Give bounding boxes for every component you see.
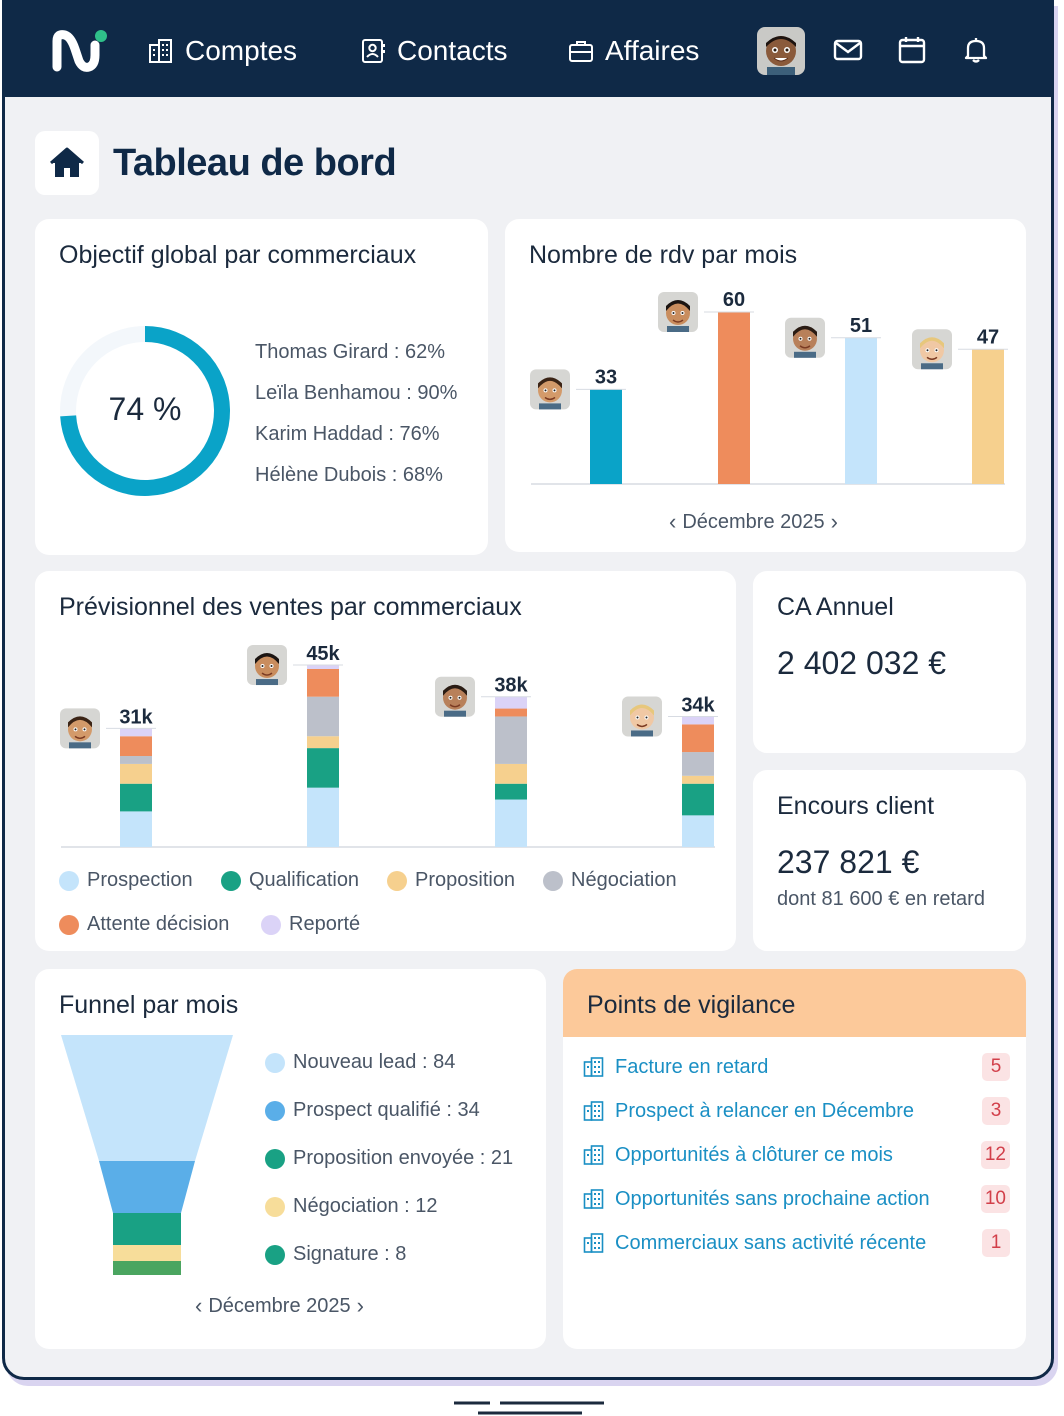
commercial-avatar: [60, 708, 100, 748]
funnel-card: [35, 969, 546, 1349]
nav-affaires-label: Affaires: [605, 35, 700, 66]
rdv-bar: [718, 312, 750, 484]
legend-dot: [265, 1245, 285, 1265]
objectif-percent: 74 %: [108, 391, 182, 427]
legend-label: Proposition: [415, 869, 516, 891]
previsionnel-bar-segment: [120, 728, 152, 736]
previsionnel-bar-segment: [120, 811, 152, 847]
home-button[interactable]: [35, 131, 99, 195]
building-icon: [583, 1144, 605, 1166]
legend-proposition: [387, 869, 515, 892]
page-header: [35, 131, 396, 195]
previsionnel-bar-segment: [307, 748, 339, 788]
legend-label: Proposition envoyée : 21: [293, 1147, 514, 1169]
building-icon: [583, 1188, 605, 1210]
encours-title: Encours client: [777, 792, 935, 820]
objectif-line-2: Leïla Benhamou : 90%: [255, 382, 458, 404]
previsionnel-total-label: 34k: [681, 694, 715, 717]
funnel-next-month-button[interactable]: ›: [356, 1293, 364, 1318]
legend-label: Prospection: [87, 869, 193, 891]
building-icon: [583, 1232, 605, 1254]
previsionnel-title: Prévisionnel des ventes par commerciaux: [59, 593, 522, 621]
previsionnel-bar-segment: [120, 784, 152, 812]
legend-label: Nouveau lead : 84: [293, 1051, 456, 1073]
previsionnel-bar-segment: [495, 784, 527, 800]
vigilance-card: [563, 969, 1026, 1349]
vigilance-count-badge: 5: [982, 1053, 1010, 1081]
vigilance-item-label: Opportunités sans prochaine action: [615, 1187, 930, 1210]
funnel-prev-month-button[interactable]: ‹: [195, 1293, 203, 1318]
rdv-bar: [972, 349, 1004, 484]
legend-qualification: [221, 869, 359, 892]
home-icon: [48, 144, 86, 182]
funnel-legend-negociation: [265, 1195, 438, 1218]
encours-card: [753, 770, 1026, 951]
vigilance-item-opportunites-cloturer[interactable]: [583, 1139, 1010, 1171]
legend-label: Reporté: [289, 913, 361, 935]
previsionnel-total-label: 31k: [119, 706, 153, 729]
rdv-title: Nombre de rdv par mois: [529, 241, 798, 269]
nav-comptes[interactable]: [147, 33, 297, 69]
rdv-card: [505, 219, 1026, 552]
previsionnel-bar-segment: [682, 784, 714, 816]
previsionnel-chart: [35, 635, 736, 855]
funnel-month-nav: [195, 1293, 364, 1319]
rdv-bar: [845, 338, 877, 484]
legend-label: Qualification: [249, 869, 360, 891]
vigilance-item-label: Facture en retard: [615, 1055, 769, 1078]
previsionnel-bar-segment: [120, 764, 152, 784]
ca-title: CA Annuel: [777, 593, 894, 621]
nav-contacts[interactable]: [359, 33, 508, 69]
funnel-stage: [113, 1261, 181, 1275]
page-title: Tableau de bord: [113, 141, 397, 184]
funnel-stage: [113, 1213, 181, 1245]
legend-dot: [59, 915, 79, 935]
previsionnel-card: [35, 571, 736, 951]
previsionnel-bar-segment: [682, 776, 714, 784]
previsionnel-bar-segment: [120, 756, 152, 764]
nav-comptes-label: Comptes: [185, 35, 298, 66]
legend-dot: [265, 1053, 285, 1073]
calendar-icon[interactable]: [895, 33, 929, 67]
objectif-title: Objectif global par commerciaux: [59, 241, 417, 269]
encours-sub: dont 81 600 € en retard: [777, 888, 985, 910]
legend-dot: [543, 871, 563, 891]
bell-icon[interactable]: [959, 33, 993, 67]
funnel-stage: [99, 1161, 195, 1213]
commercial-avatar: [785, 318, 825, 358]
legend-label: Prospect qualifié : 34: [293, 1099, 480, 1121]
funnel-stage: [113, 1245, 181, 1261]
vigilance-item-sans-prochaine-action[interactable]: [583, 1183, 1010, 1215]
vigilance-count-badge: 3: [982, 1097, 1010, 1125]
legend-reporte: [261, 913, 360, 936]
funnel-stage: [61, 1035, 233, 1161]
top-navbar: [5, 3, 1051, 97]
building-icon: [583, 1056, 605, 1078]
objectif-line-1: Thomas Girard : 62%: [255, 341, 446, 363]
user-avatar[interactable]: [757, 27, 805, 75]
brand-logo-icon[interactable]: [49, 27, 111, 75]
building-icon: [583, 1100, 605, 1122]
vigilance-count-badge: 1: [982, 1229, 1010, 1257]
previsionnel-bar-segment: [307, 669, 339, 697]
previsionnel-bar-segment: [307, 736, 339, 748]
legend-dot: [265, 1149, 285, 1169]
previsionnel-bar-segment: [307, 788, 339, 847]
commercial-avatar: [912, 329, 952, 369]
nav-contacts-label: Contacts: [397, 35, 508, 66]
previsionnel-total-label: 38k: [494, 674, 528, 697]
funnel-legend-nouveau-lead: [265, 1051, 455, 1074]
building-icon: [147, 37, 175, 65]
vigilance-title: Points de vigilance: [587, 991, 796, 1019]
legend-dot: [261, 915, 281, 935]
legend-dot: [387, 871, 407, 891]
vigilance-item-label: Commerciaux sans activité récente: [615, 1231, 927, 1254]
previsionnel-bar-segment: [307, 665, 339, 669]
previsionnel-bar-segment: [495, 716, 527, 763]
rdv-bar-label: 60: [722, 289, 746, 311]
funnel-legend-proposition: [265, 1147, 513, 1170]
vigilance-item-label: Prospect à relancer en Décembre: [615, 1099, 915, 1122]
previsionnel-bar-segment: [120, 736, 152, 756]
legend-label: Négociation: [571, 869, 677, 891]
commercial-avatar: [435, 677, 475, 717]
mail-icon[interactable]: [831, 33, 865, 67]
previsionnel-total-label: 45k: [306, 643, 340, 666]
funnel-title: Funnel par mois: [59, 991, 239, 1019]
previsionnel-bar-segment: [682, 815, 714, 847]
rdv-next-month-button[interactable]: ›: [830, 509, 838, 534]
vigilance-count-badge: 12: [981, 1141, 1010, 1169]
legend-dot: [59, 871, 79, 891]
funnel-legend-prospect-qualifie: [265, 1099, 480, 1122]
previsionnel-bar-segment: [495, 697, 527, 709]
rdv-chart: [505, 279, 1026, 494]
legend-negociation: [543, 869, 677, 892]
objectif-card: [35, 219, 488, 555]
legend-label: Signature : 8: [293, 1243, 407, 1265]
vigilance-item-label: Opportunités à clôturer ce mois: [615, 1143, 893, 1166]
rdv-prev-month-button[interactable]: ‹: [669, 509, 677, 534]
legend-prospection: [59, 869, 193, 892]
ca-annuel-card: [753, 571, 1026, 753]
commercial-avatar: [530, 369, 570, 409]
rdv-bar-label: 51: [849, 314, 873, 337]
objectif-line-3: Karim Haddad : 76%: [255, 423, 440, 445]
rdv-month-label: Décembre 2025: [682, 510, 825, 533]
app-window: [2, 0, 1054, 1380]
contact-card-icon: [359, 37, 387, 65]
legend-label: Négociation : 12: [293, 1195, 438, 1217]
previsionnel-bar-segment: [307, 697, 339, 737]
previsionnel-bar-segment: [682, 716, 714, 724]
previsionnel-bar-segment: [682, 752, 714, 776]
legend-dot: [265, 1101, 285, 1121]
funnel-legend-signature: [265, 1243, 406, 1266]
legend-attente-decision: [59, 913, 229, 936]
previsionnel-bar-segment: [495, 764, 527, 784]
vigilance-item-prospect-relancer[interactable]: [583, 1095, 1010, 1127]
funnel-chart: [59, 1035, 235, 1279]
rdv-bar-label: 47: [976, 326, 1000, 349]
previsionnel-bar-segment: [495, 709, 527, 717]
objectif-line-4: Hélène Dubois : 68%: [255, 464, 443, 486]
briefcase-icon: [567, 37, 595, 65]
vigilance-item-facture-retard[interactable]: [583, 1051, 1010, 1083]
vigilance-count-badge: 10: [981, 1185, 1010, 1213]
previsionnel-bar-segment: [682, 724, 714, 752]
rdv-bar: [590, 389, 622, 484]
encours-value: 237 821 €: [777, 844, 920, 880]
legend-dot: [265, 1197, 285, 1217]
rdv-month-nav: [669, 509, 838, 535]
funnel-month-label: Décembre 2025: [208, 1294, 351, 1317]
legend-label: Attente décision: [87, 913, 230, 935]
vigilance-item-commerciaux-inactifs[interactable]: [583, 1227, 1010, 1259]
device-stand-decoration: [454, 1400, 606, 1416]
commercial-avatar: [622, 696, 662, 736]
previsionnel-bar-segment: [495, 800, 527, 847]
legend-dot: [221, 871, 241, 891]
commercial-avatar: [247, 645, 287, 685]
nav-affaires[interactable]: [567, 33, 699, 69]
rdv-bar-label: 33: [594, 366, 618, 389]
ca-value: 2 402 032 €: [777, 645, 947, 681]
commercial-avatar: [658, 292, 698, 332]
